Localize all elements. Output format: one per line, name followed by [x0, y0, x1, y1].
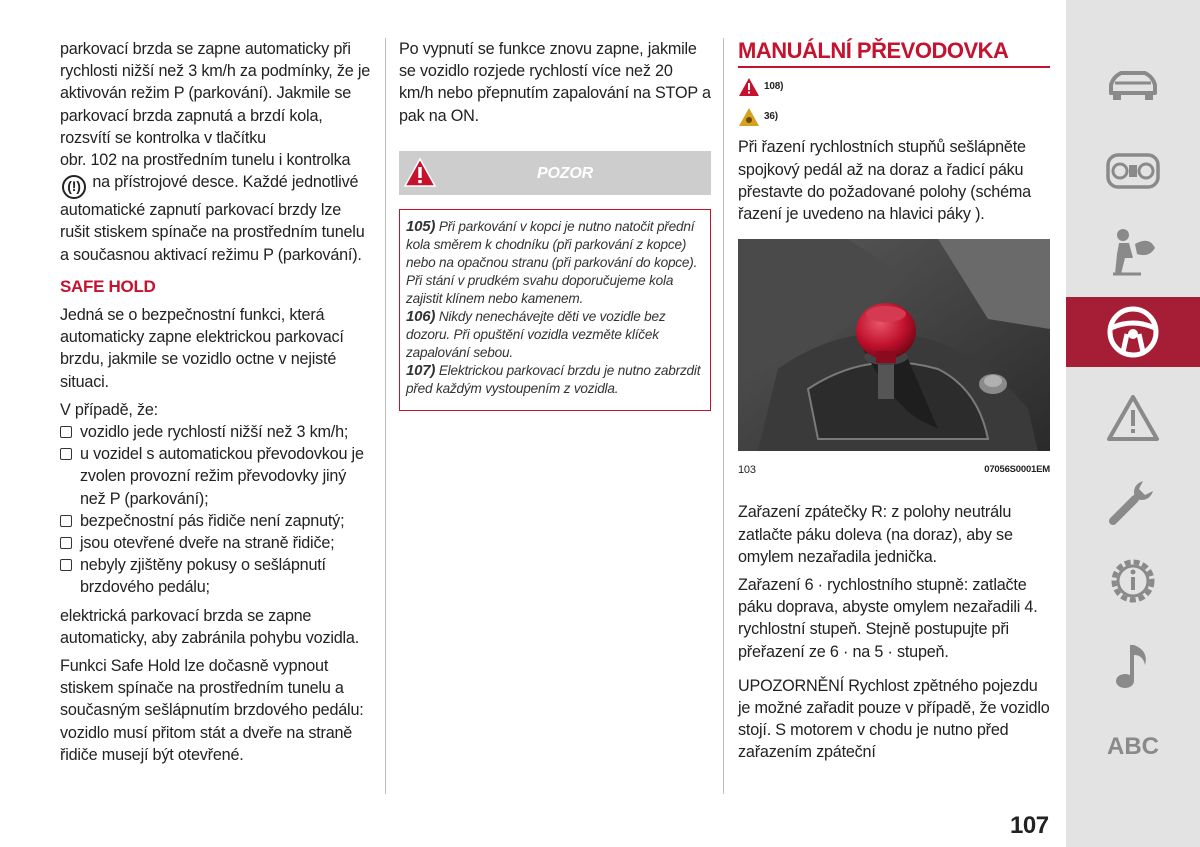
sidebar-item-multimedia[interactable]: [1066, 632, 1200, 698]
list-item: u vozidel s automatickou převodovkou je zvolen provozní režim převodovky jiný než P (parkování);: [60, 443, 372, 510]
paragraph: [60, 149, 372, 266]
sidebar-item-index[interactable]: [1066, 714, 1200, 780]
paragraph: Funkci Safe Hold lze dočasně vypnout stiskem spínače na prostředním tunelu a současným sešlápnutím brzdového pedálu: vozidlo musí přitom stát a dveře na straně řidiče musejí být otevřené.: [60, 657, 364, 764]
warning-item: 106) Nikdy nenechávejte děti ve vozidle bez dozoru. Při opuštění vozidla vezměte klíček zapalování sebou.: [406, 307, 666, 360]
checkbox-bullet-icon: [60, 537, 72, 549]
chapter-sidebar: [1066, 0, 1200, 847]
figure-caption: [738, 459, 1050, 481]
section-title: MANUÁLNÍ PŘEVODOVKA: [738, 38, 1009, 63]
warning-item: 107) Elektrickou parkovací brzdu je nutno zabrzdit před každým vystoupením z vozidla.: [406, 361, 701, 396]
figure-number: 103: [738, 464, 756, 477]
sidebar-item-safety[interactable]: [1066, 218, 1200, 284]
gear-lever-image: [738, 239, 1050, 451]
sidebar-item-specifications[interactable]: [1066, 548, 1200, 614]
warning-item: 105) Při parkování v kopci je nutno natočit přední kola směrem k chodníku (při parkování z kopce) nebo na opačnou stranu (při parkování do kopce). Při stání v prudkém svahu doporučujeme kola zajistit klínem nebo kamenem.: [406, 217, 698, 306]
checkbox-bullet-icon: [60, 426, 72, 438]
paragraph: Jedná se o bezpečnostní funkci, která automaticky zapne elektrickou parkovací brzdu, jakmile se vozidlo octne v nejisté situaci.: [60, 306, 344, 391]
page-number: 107: [1010, 812, 1049, 839]
column-2: [399, 38, 711, 411]
sidebar-item-maintenance[interactable]: [1066, 468, 1200, 534]
column-divider: [723, 38, 724, 794]
paragraph: Zařazení zpátečky R: z polohy neutrálu zatlačte páku doleva (na doraz), aby se omylem nezařadila jednička.: [738, 503, 1013, 566]
list-item: bezpečnostní pás řidiče není zapnutý;: [60, 510, 372, 532]
info-gear-icon: [1105, 553, 1161, 609]
checkbox-bullet-icon: [60, 559, 72, 571]
paragraph: elektrická parkovací brzda se zapne automaticky, aby zabránila pohybu vozidla.: [60, 606, 360, 647]
paragraph: Zařazení 6 · rychlostního stupně: zatlačte páku doprava, abyste omylem nezařadili 4. rychlostní stupeň. Stejně postupujte při přeřazení ze 6 · na 5 · stupeň.: [738, 576, 1038, 661]
paragraph: Při řazení rychlostních stupňů sešlápněte spojkový pedál až na doraz a řadicí páku přestavte do požadované polohy (schéma řazení je uvedeno na hlavici páky ).: [738, 138, 1031, 224]
car-icon: [1105, 65, 1161, 105]
wrench-icon: [1105, 473, 1161, 529]
checkbox-bullet-icon: [60, 515, 72, 527]
sidebar-item-driving[interactable]: [1066, 297, 1200, 367]
paragraph-text: obr. 102 na prostředním tunelu i kontrolka: [60, 151, 351, 170]
bullet-list: [60, 421, 372, 599]
airbag-person-icon: [1105, 226, 1161, 276]
steering-wheel-icon: [1105, 304, 1161, 360]
column-1: [60, 38, 372, 772]
caution-triangle-icon: [738, 107, 760, 127]
list-item: jsou otevřené dveře na straně řidiče;: [60, 532, 372, 554]
section-heading: SAFE HOLD: [60, 276, 156, 296]
paragraph: parkovací brzda se zapne automaticky při rychlosti nižší než 3 km/h za podmínky, že je aktivován režim P (parkování). Jakmile se parkovací brzda zapnutá a brzdí kola, rozsvítí se kontrolka v tlačítku: [60, 40, 371, 147]
paragraph: UPOZORNĚNÍ Rychlost zpětného pojezdu je možné zařadit pouze v případě, že vozidlo stojí. S motorem v chodu je nutno před zařazením zpáteční: [738, 676, 1050, 762]
index-label: ABC: [1107, 733, 1159, 760]
title-underline: [738, 66, 1050, 68]
dashboard-icon: [1105, 151, 1161, 191]
warning-box: [399, 209, 711, 411]
brake-warning-icon: (!): [62, 175, 86, 199]
gear-shift-photo: [738, 239, 1050, 451]
figure-code: 07056S0001EM: [984, 464, 1050, 476]
paragraph: V případě, že:: [60, 400, 158, 419]
checkbox-bullet-icon: [60, 448, 72, 460]
sidebar-item-dashboard[interactable]: [1066, 138, 1200, 204]
sidebar-item-car[interactable]: [1066, 52, 1200, 118]
sidebar-item-warnings[interactable]: [1066, 385, 1200, 451]
music-note-icon: [1105, 637, 1161, 693]
column-3: [738, 38, 1050, 770]
warning-reference: 108): [738, 76, 1050, 98]
list-item: nebyly zjištěny pokusy o sešlápnutí brzdového pedálu;: [60, 554, 372, 598]
list-item: vozidlo jede rychlostí nižší než 3 km/h;: [60, 421, 372, 443]
danger-triangle-icon: [738, 77, 760, 97]
environment-reference: 36): [738, 106, 1050, 128]
column-divider: [385, 38, 386, 794]
warning-header: [399, 151, 711, 195]
warning-label: POZOR: [537, 164, 593, 182]
paragraph: Po vypnutí se funkce znovu zapne, jakmile se vozidlo rozjede rychlostí více než 20 km/h nebo přepnutím zapalování na STOP a pak na ON.: [399, 40, 711, 125]
warning-triangle-icon: [1105, 393, 1161, 443]
paragraph-text: na přístrojové desce. Každé jednotlivé automatické zapnutí parkovací brzdy lze rušit stiskem spínače na prostředním tunelu a současnou aktivací režimu P (parkování).: [60, 173, 365, 264]
